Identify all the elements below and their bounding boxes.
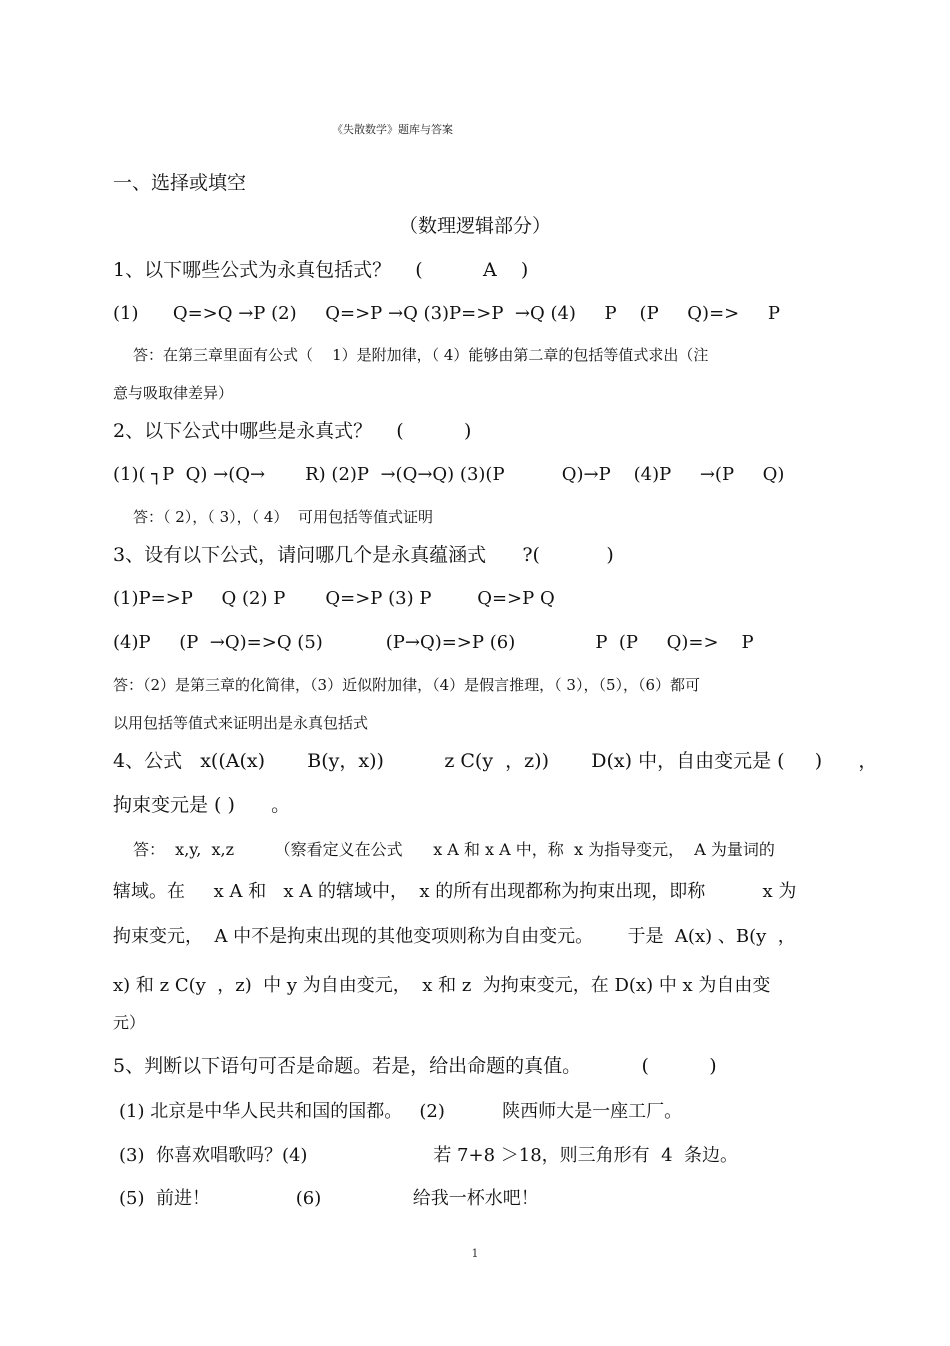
answer-3-line-1: 答：（2）是第三章的化简律，（3）近似附加律，（4）是假言推理，（ 3），（5），（6）都可 bbox=[113, 676, 701, 694]
question-5-items-2: (3) 你喜欢唱歌吗？(4) 若 7+8 ＞18，则三角形有 4 条边。 bbox=[119, 1145, 738, 1166]
document-header: 《失散数学》题库与答案 bbox=[332, 123, 453, 136]
answer-1-line-1: 答：在第三章里面有公式（ 1）是附加律，（ 4）能够由第二章的包括等值式求出（注 bbox=[133, 346, 709, 364]
page-number: 1 bbox=[471, 1247, 479, 1260]
question-4-line-1: 4、公式 x((A(x) B(y，x)) z C(y ，z)) D(x) 中，自由变元是 ( ) ， bbox=[113, 750, 878, 772]
question-5-items-1: (1) 北京是中华人民共和国的国都。 (2) 陕西师大是一座工厂。 bbox=[119, 1101, 683, 1122]
question-5-items-3: (5) 前进！ (6) 给我一杯水吧！ bbox=[119, 1188, 539, 1209]
question-2-options: (1)( ┐P Q) →(Q→ R) (2)P →(Q→Q) (3)(P Q)→P (4)P →(P Q) bbox=[113, 464, 785, 485]
subsection-title: （数理逻辑部分） bbox=[398, 215, 551, 237]
question-2: 2、以下公式中哪些是永真式？ ( ) bbox=[113, 420, 472, 442]
question-3-options-2: (4)P (P →Q)=>Q (5) (P→Q)=>P (6) P (P Q)=> P bbox=[113, 632, 754, 653]
answer-3-line-2: 以用包括等值式来证明出是永真包括式 bbox=[113, 714, 369, 732]
section-title: 一、选择或填空 bbox=[113, 172, 247, 194]
question-3-options-1: (1)P=>P Q (2) P Q=>P (3) P Q=>P Q bbox=[113, 588, 555, 609]
answer-4-line-2: 辖域。在 x A 和 x A 的辖域中， x 的所有出现都称为拘束出现，即称 x 为 bbox=[113, 881, 797, 902]
answer-4-line-5: 元） bbox=[113, 1013, 146, 1032]
answer-4-line-3: 拘束变元， A 中不是拘束出现的其他变项则称为自由变元。 于是 A(x) 、B(y ， bbox=[113, 926, 796, 947]
question-5: 5、判断以下语句可否是命题。若是，给出命题的真值。 ( ) bbox=[113, 1055, 717, 1077]
question-1-options: (1) Q=>Q →P (2) Q=>P →Q (3)P=>P →Q (4) P (P Q)=> P bbox=[113, 303, 780, 324]
answer-4-line-1: 答： x,y, x,z （察看定义在公式 x A 和 x A 中，称 x 为指导变元， A 为量词的 bbox=[133, 840, 775, 859]
question-4-line-2: 拘束变元是 ( ) 。 bbox=[113, 794, 291, 816]
answer-4-line-4: x) 和 z C(y ，z) 中 y 为自由变元， x 和 z 为拘束变元，在 D(x) 中 x 为自由变 bbox=[113, 975, 771, 996]
answer-1-line-2: 意与吸取律差异） bbox=[113, 384, 234, 402]
question-1: 1、以下哪些公式为永真包括式？ ( A ) bbox=[113, 259, 529, 281]
question-3: 3、设有以下公式，请问哪几个是永真蕴涵式 ?( ) bbox=[113, 544, 614, 566]
answer-2: 答：（ 2），（ 3），（ 4） 可用包括等值式证明 bbox=[133, 508, 433, 526]
